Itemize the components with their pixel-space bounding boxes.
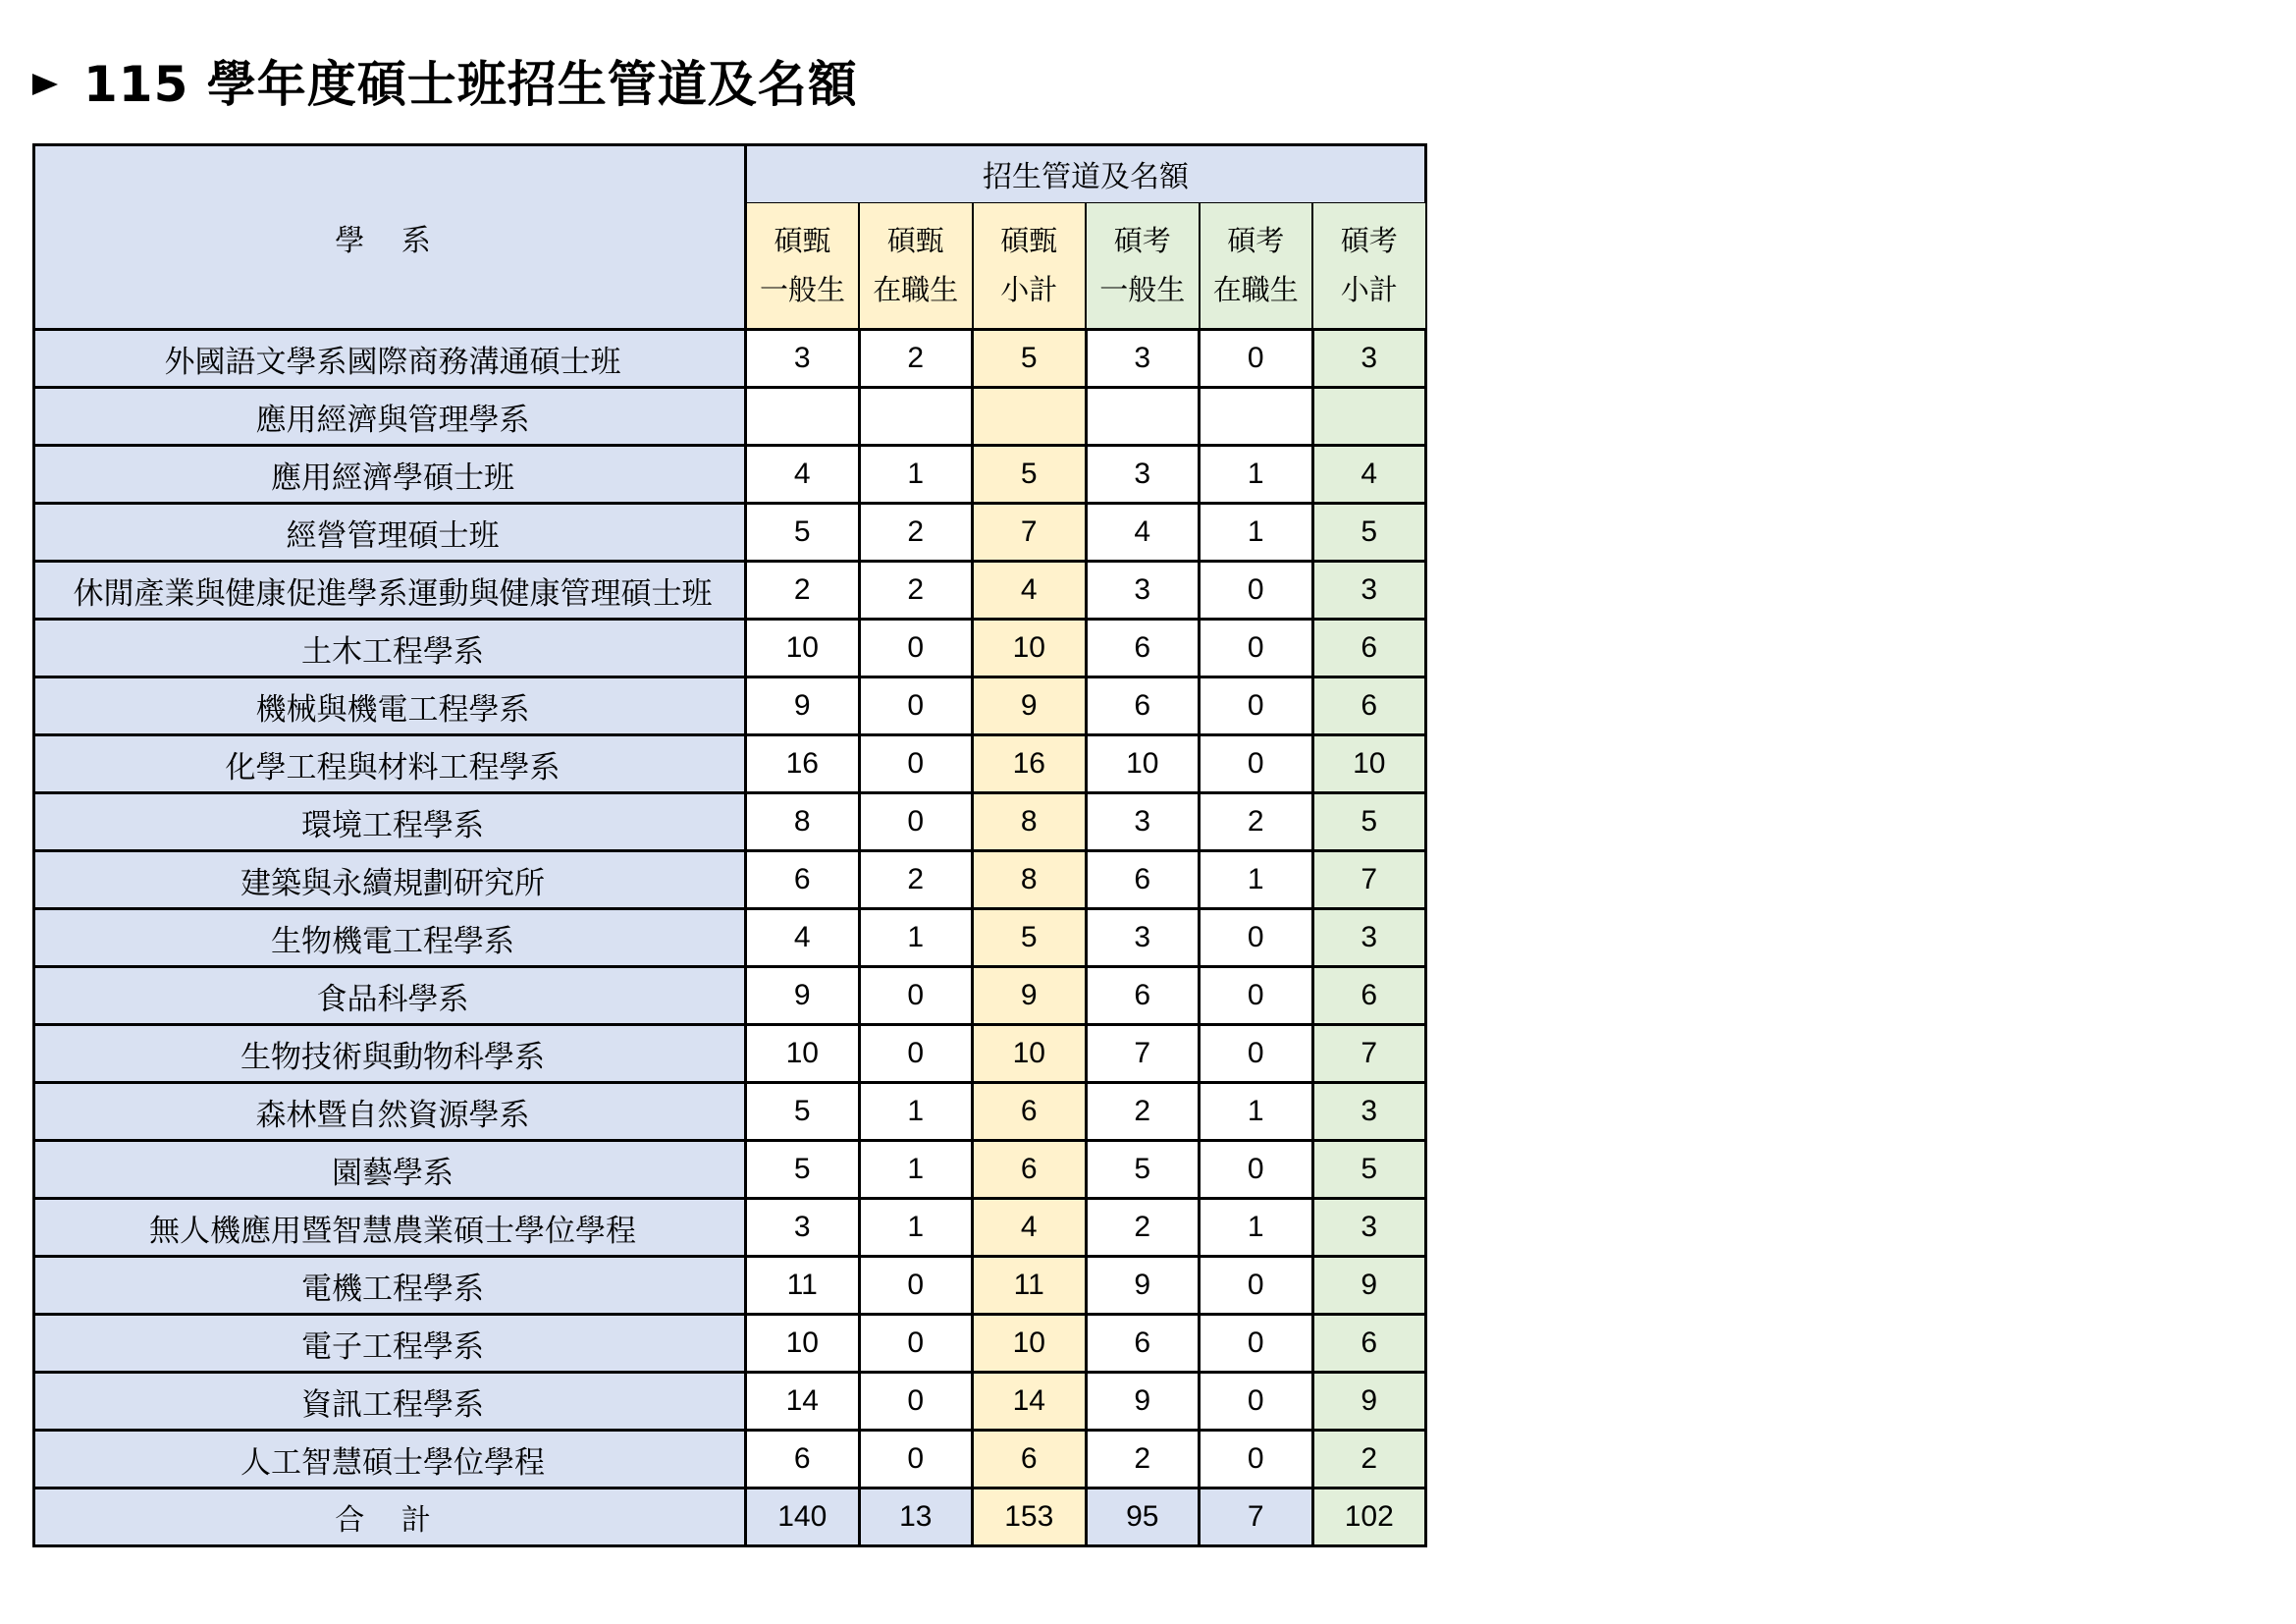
cell-recommend-subtotal: 5 [973,330,1087,388]
department-name: 電子工程學系 [34,1315,746,1373]
cell-exam-inservice: 0 [1200,620,1313,677]
total-exam-inservice: 7 [1200,1489,1313,1546]
cell-recommend-general: 11 [746,1257,860,1315]
table-row [34,1141,1426,1199]
cell-recommend-inservice: 2 [859,330,973,388]
cell-recommend-general [746,388,860,446]
table-row [34,1199,1426,1257]
cell-exam-general: 2 [1086,1431,1200,1489]
header-line2: 在職生 [1212,273,1299,307]
table-body [34,330,1426,1546]
cell-recommend-inservice: 0 [859,677,973,735]
table-row [34,1315,1426,1373]
total-recommend-general: 140 [746,1489,860,1546]
cell-recommend-subtotal: 8 [973,793,1087,851]
cell-exam-inservice: 0 [1200,735,1313,793]
cell-recommend-general: 3 [746,330,860,388]
cell-recommend-subtotal: 5 [973,446,1087,504]
table-row [34,562,1426,620]
cell-exam-subtotal: 5 [1312,1141,1426,1199]
header-recommend-general [746,202,860,329]
page-title [32,51,858,113]
cell-recommend-inservice: 0 [859,620,973,677]
cell-recommend-subtotal: 14 [973,1373,1087,1431]
cell-exam-subtotal: 7 [1312,1025,1426,1083]
cell-exam-general: 9 [1086,1373,1200,1431]
cell-exam-subtotal: 3 [1312,562,1426,620]
cell-exam-subtotal: 3 [1312,1199,1426,1257]
header-line2: 在職生 [873,273,959,307]
table-row [34,1373,1426,1431]
cell-recommend-inservice [859,388,973,446]
department-name: 化學工程與材料工程學系 [34,735,746,793]
department-name: 休閒產業與健康促進學系運動與健康管理碩士班 [34,562,746,620]
cell-recommend-general: 5 [746,1083,860,1141]
cell-exam-general: 3 [1086,330,1200,388]
cell-recommend-general: 3 [746,1199,860,1257]
department-name: 外國語文學系國際商務溝通碩士班 [34,330,746,388]
total-recommend-inservice: 13 [859,1489,973,1546]
cell-exam-inservice [1200,388,1313,446]
header-exam-subtotal [1312,202,1426,329]
department-name: 園藝學系 [34,1141,746,1199]
cell-exam-general: 6 [1086,851,1200,909]
cell-exam-subtotal: 10 [1312,735,1426,793]
cell-exam-general: 3 [1086,562,1200,620]
cell-recommend-inservice: 1 [859,909,973,967]
cell-exam-general: 2 [1086,1199,1200,1257]
total-recommend-subtotal: 153 [973,1489,1087,1546]
arrowhead-bullet-icon [32,74,58,95]
table-row [34,330,1426,388]
cell-recommend-inservice: 0 [859,1373,973,1431]
cell-recommend-inservice: 0 [859,1257,973,1315]
table-row [34,388,1426,446]
department-name: 無人機應用暨智慧農業碩士學位學程 [34,1199,746,1257]
cell-exam-subtotal: 9 [1312,1373,1426,1431]
cell-recommend-general: 6 [746,851,860,909]
department-name: 土木工程學系 [34,620,746,677]
cell-recommend-inservice: 0 [859,967,973,1025]
cell-exam-general: 10 [1086,735,1200,793]
page-title-text: 115 學年度碩士班招生管道及名額 [83,56,858,113]
total-exam-subtotal: 102 [1312,1489,1426,1546]
cell-recommend-general: 5 [746,504,860,562]
cell-recommend-general: 4 [746,909,860,967]
cell-recommend-subtotal: 5 [973,909,1087,967]
cell-exam-subtotal: 6 [1312,967,1426,1025]
cell-recommend-inservice: 2 [859,504,973,562]
cell-recommend-inservice: 2 [859,562,973,620]
cell-exam-subtotal: 3 [1312,1083,1426,1141]
header-recommend-inservice [859,202,973,329]
cell-exam-inservice: 1 [1200,1199,1313,1257]
table-row [34,1431,1426,1489]
cell-recommend-inservice: 1 [859,446,973,504]
header-line2: 一般生 [1099,273,1186,307]
cell-exam-subtotal: 6 [1312,620,1426,677]
total-row [34,1489,1426,1546]
cell-exam-subtotal: 5 [1312,793,1426,851]
table-row [34,851,1426,909]
cell-exam-general: 4 [1086,504,1200,562]
header-exam-general [1086,202,1200,329]
total-label: 合 計 [34,1489,746,1546]
cell-exam-general: 5 [1086,1141,1200,1199]
cell-exam-general: 3 [1086,793,1200,851]
cell-recommend-general: 10 [746,1315,860,1373]
header-department: 學 系 [34,145,746,330]
cell-exam-inservice: 1 [1200,851,1313,909]
department-name: 經營管理碩士班 [34,504,746,562]
cell-exam-inservice: 0 [1200,562,1313,620]
cell-recommend-general: 10 [746,1025,860,1083]
header-line1: 碩考 [1227,224,1285,258]
cell-exam-subtotal: 5 [1312,504,1426,562]
table-row [34,793,1426,851]
cell-exam-general: 3 [1086,446,1200,504]
table-row [34,504,1426,562]
cell-recommend-general: 8 [746,793,860,851]
cell-recommend-subtotal: 7 [973,504,1087,562]
cell-exam-subtotal: 4 [1312,446,1426,504]
cell-recommend-general: 2 [746,562,860,620]
cell-recommend-subtotal: 4 [973,562,1087,620]
cell-recommend-inservice: 1 [859,1141,973,1199]
cell-exam-general: 6 [1086,967,1200,1025]
cell-recommend-subtotal: 16 [973,735,1087,793]
department-name: 生物技術與動物科學系 [34,1025,746,1083]
cell-exam-general: 6 [1086,620,1200,677]
department-name: 建築與永續規劃研究所 [34,851,746,909]
cell-recommend-subtotal: 10 [973,620,1087,677]
cell-exam-general: 3 [1086,909,1200,967]
cell-recommend-subtotal: 8 [973,851,1087,909]
cell-recommend-inservice: 0 [859,1315,973,1373]
cell-exam-inservice: 0 [1200,1315,1313,1373]
cell-recommend-subtotal: 10 [973,1025,1087,1083]
table-row [34,909,1426,967]
cell-exam-inservice: 0 [1200,677,1313,735]
department-name: 生物機電工程學系 [34,909,746,967]
header-line2: 小計 [1000,273,1058,307]
cell-exam-inservice: 0 [1200,1141,1313,1199]
cell-recommend-inservice: 0 [859,1431,973,1489]
table-row [34,1257,1426,1315]
table-row [34,1083,1426,1141]
cell-recommend-subtotal [973,388,1087,446]
cell-recommend-general: 9 [746,967,860,1025]
header-line1: 碩甄 [774,224,831,258]
cell-exam-subtotal: 7 [1312,851,1426,909]
cell-exam-inservice: 0 [1200,967,1313,1025]
cell-recommend-inservice: 0 [859,735,973,793]
department-name: 應用經濟學碩士班 [34,446,746,504]
cell-recommend-general: 9 [746,677,860,735]
header-line1: 碩甄 [886,224,944,258]
cell-recommend-subtotal: 11 [973,1257,1087,1315]
cell-exam-inservice: 0 [1200,1373,1313,1431]
cell-exam-subtotal [1312,388,1426,446]
cell-recommend-inservice: 1 [859,1199,973,1257]
admissions-quota-table [32,143,1427,1547]
cell-recommend-subtotal: 6 [973,1431,1087,1489]
cell-recommend-inservice: 1 [859,1083,973,1141]
cell-exam-subtotal: 3 [1312,909,1426,967]
table-row [34,1025,1426,1083]
total-exam-general: 95 [1086,1489,1200,1546]
department-name: 人工智慧碩士學位學程 [34,1431,746,1489]
cell-exam-subtotal: 6 [1312,1315,1426,1373]
table-row [34,967,1426,1025]
table-row [34,446,1426,504]
cell-recommend-general: 16 [746,735,860,793]
cell-exam-subtotal: 6 [1312,677,1426,735]
cell-exam-subtotal: 2 [1312,1431,1426,1489]
cell-exam-inservice: 1 [1200,1083,1313,1141]
cell-exam-inservice: 1 [1200,446,1313,504]
cell-recommend-inservice: 0 [859,793,973,851]
cell-exam-inservice: 0 [1200,909,1313,967]
department-name: 環境工程學系 [34,793,746,851]
cell-recommend-subtotal: 9 [973,677,1087,735]
cell-recommend-general: 5 [746,1141,860,1199]
cell-exam-general: 6 [1086,677,1200,735]
cell-exam-general: 6 [1086,1315,1200,1373]
cell-recommend-subtotal: 10 [973,1315,1087,1373]
cell-exam-general: 9 [1086,1257,1200,1315]
department-name: 食品科學系 [34,967,746,1025]
cell-exam-general [1086,388,1200,446]
department-name: 機械與機電工程學系 [34,677,746,735]
header-line1: 碩甄 [1000,224,1058,258]
cell-recommend-inservice: 2 [859,851,973,909]
cell-exam-general: 2 [1086,1083,1200,1141]
cell-recommend-subtotal: 6 [973,1083,1087,1141]
header-line1: 碩考 [1340,224,1398,258]
cell-exam-subtotal: 3 [1312,330,1426,388]
header-exam-inservice [1200,202,1313,329]
department-name: 森林暨自然資源學系 [34,1083,746,1141]
cell-recommend-subtotal: 6 [973,1141,1087,1199]
header-line1: 碩考 [1113,224,1171,258]
header-admission-channels: 招生管道及名額 [746,145,1426,203]
department-name: 電機工程學系 [34,1257,746,1315]
department-name: 資訊工程學系 [34,1373,746,1431]
header-recommend-subtotal [973,202,1087,329]
cell-exam-inservice: 2 [1200,793,1313,851]
cell-exam-inservice: 0 [1200,330,1313,388]
header-line2: 小計 [1340,273,1398,307]
cell-recommend-subtotal: 9 [973,967,1087,1025]
cell-exam-inservice: 0 [1200,1025,1313,1083]
table-row [34,620,1426,677]
table-row [34,677,1426,735]
table-row [34,735,1426,793]
cell-recommend-general: 4 [746,446,860,504]
cell-exam-general: 7 [1086,1025,1200,1083]
department-name: 應用經濟與管理學系 [34,388,746,446]
cell-exam-subtotal: 9 [1312,1257,1426,1315]
cell-recommend-general: 14 [746,1373,860,1431]
cell-recommend-general: 10 [746,620,860,677]
cell-exam-inservice: 1 [1200,504,1313,562]
cell-exam-inservice: 0 [1200,1257,1313,1315]
cell-exam-inservice: 0 [1200,1431,1313,1489]
header-line2: 一般生 [759,273,845,307]
cell-recommend-general: 6 [746,1431,860,1489]
cell-recommend-inservice: 0 [859,1025,973,1083]
cell-recommend-subtotal: 4 [973,1199,1087,1257]
